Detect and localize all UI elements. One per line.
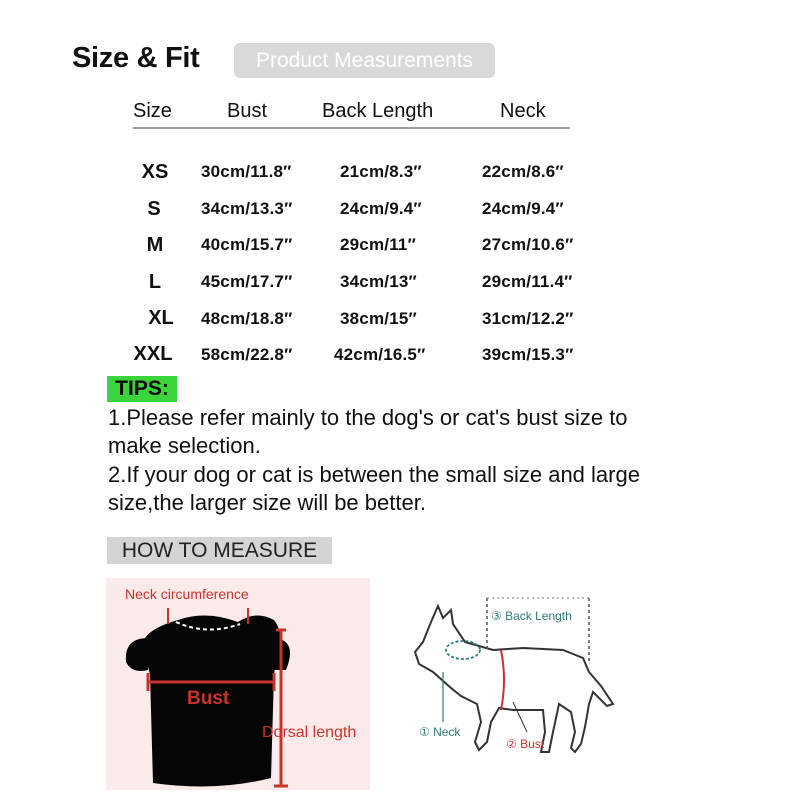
neck-cell: 39cm/15.3″	[482, 345, 574, 364]
tips-label: TIPS:	[107, 376, 177, 402]
neck-cell: 29cm/11.4″	[482, 272, 573, 291]
size-cell: L	[148, 271, 162, 293]
dog-silhouette-illustration	[403, 592, 623, 767]
neck-circumference-label: Neck circumference	[125, 586, 249, 602]
bust-cell: 34cm/13.3″	[201, 199, 293, 218]
bust-cell: 30cm/11.8″	[201, 162, 292, 181]
size-cell: XXL	[133, 343, 173, 365]
bust-cell: 58cm/22.8″	[201, 345, 293, 364]
column-header-neck: Neck	[500, 100, 546, 122]
size-cell: XL	[148, 307, 174, 329]
tip-line: size,the larger size will be better.	[108, 490, 426, 515]
back-length-cell: 34cm/13″	[340, 272, 417, 291]
bust-label: Bust	[187, 688, 230, 709]
size-cell: XS	[141, 161, 169, 183]
back-length-cell: 42cm/16.5″	[334, 345, 426, 364]
header-divider	[133, 127, 570, 129]
size-cell: S	[147, 198, 161, 220]
neck-cell: 22cm/8.6″	[482, 162, 564, 181]
shirt-measure-diagram	[106, 578, 370, 790]
bust-cell: 40cm/15.7″	[201, 235, 293, 254]
bust-cell: 48cm/18.8″	[201, 309, 293, 328]
how-to-measure-label: HOW TO MEASURE	[107, 537, 332, 564]
neck-cell: 24cm/9.4″	[482, 199, 564, 218]
dog-measure-diagram	[403, 592, 623, 767]
size-cell: M	[146, 234, 164, 256]
tip-line: make selection.	[108, 433, 261, 458]
dorsal-length-label: Dorsal length	[262, 724, 357, 741]
column-header-back-length: Back Length	[322, 100, 434, 122]
bust-dog-label: ② Bust	[506, 737, 545, 751]
back-length-cell: 21cm/8.3″	[340, 162, 422, 181]
neck-cell: 27cm/10.6″	[482, 235, 574, 254]
back-length-label: ③ Back Length	[491, 609, 572, 623]
tip-line: 1.Please refer mainly to the dog's or cat's bust size to	[108, 405, 628, 430]
neck-cell: 31cm/12.2″	[482, 309, 574, 328]
shirt-illustration	[106, 578, 370, 790]
back-length-cell: 24cm/9.4″	[340, 199, 422, 218]
column-header-size: Size	[133, 100, 172, 122]
back-length-cell: 29cm/11″	[340, 235, 416, 254]
page-title: Size & Fit	[72, 42, 200, 74]
bust-cell: 45cm/17.7″	[201, 272, 293, 291]
column-header-bust: Bust	[227, 100, 268, 122]
back-length-cell: 38cm/15″	[340, 309, 417, 328]
product-measurements-tab[interactable]: Product Measurements	[234, 43, 495, 78]
neck-label: ① Neck	[419, 725, 461, 739]
tip-line: 2.If your dog or cat is between the small size and large	[108, 462, 640, 487]
